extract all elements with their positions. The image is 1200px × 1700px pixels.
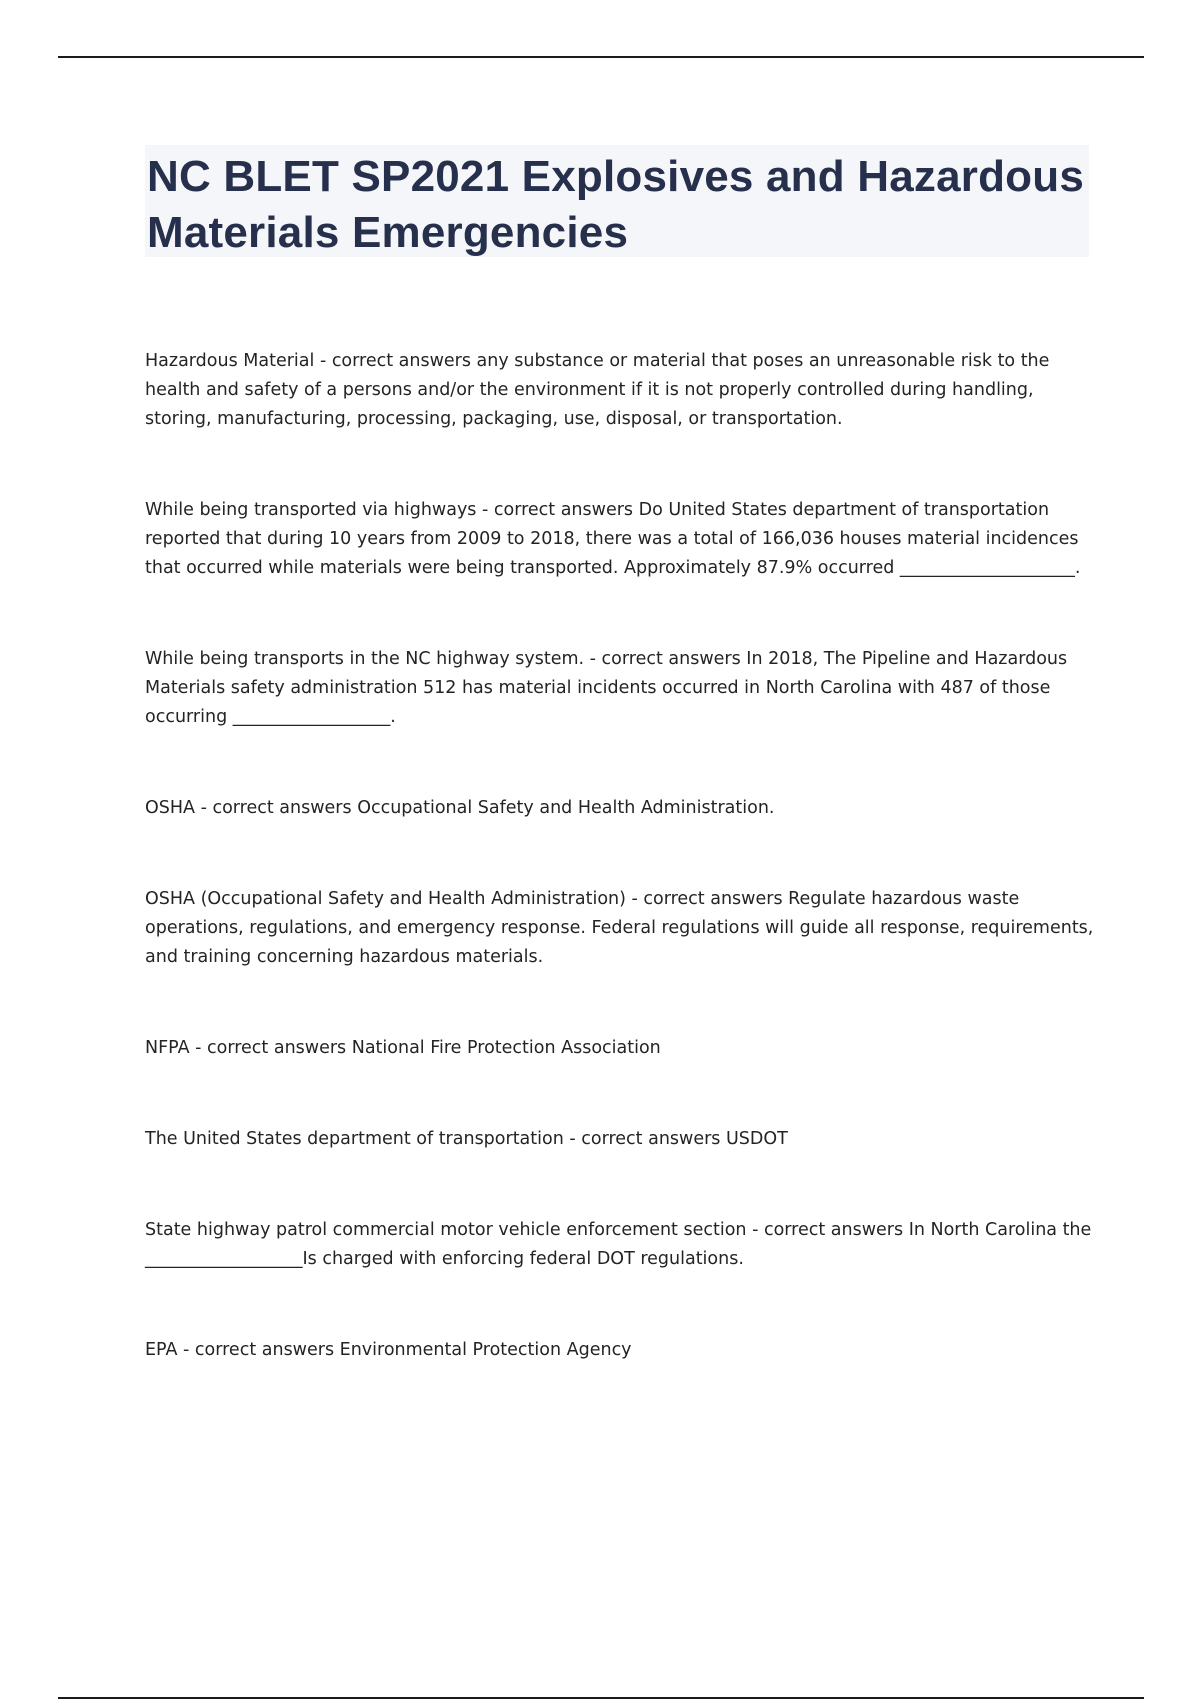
entry-definition: In 2018, The Pipeline and Hazardous Materials safety administration 512 has material incidents occurred in North Carolina with 487 of those occurring __________________. (145, 649, 1068, 727)
entry-term: OSHA (Occupational Safety and Health Administration) (145, 889, 626, 909)
entry-separator: - correct answers (476, 500, 639, 520)
flashcard-entry (145, 794, 1095, 823)
flashcard-entry (145, 347, 1095, 434)
entry-term: EPA (145, 1340, 178, 1360)
bottom-divider (58, 1697, 1144, 1699)
entry-separator: - correct answers (177, 1340, 340, 1360)
entry-term: While being transported via highways (145, 500, 477, 520)
flashcard-entry (145, 885, 1095, 972)
title-banner (145, 145, 1089, 257)
flashcard-entry (145, 1034, 1095, 1063)
entry-term: OSHA (145, 798, 196, 818)
flashcard-entry (145, 1336, 1095, 1365)
top-divider (58, 56, 1144, 58)
entry-separator: - correct answers (584, 649, 747, 669)
entry-separator: - correct answers (563, 1129, 726, 1149)
entry-definition: Occupational Safety and Health Administration. (357, 798, 775, 818)
entry-definition: Do United States department of transportation reported that during 10 years from 2009 to 2018, there was a total of 166,036 houses material incidences that occurred while materials were being transported. Approximately 87.9% occurred ____________________. (145, 500, 1081, 578)
entry-term: The United States department of transportation (145, 1129, 564, 1149)
entry-term: State highway patrol commercial motor vehicle enforcement section (145, 1220, 747, 1240)
document-title: NC BLET SP2021 Explosives and Hazardous Materials Emergencies (147, 152, 1084, 257)
entry-definition: In North Carolina the __________________Is charged with enforcing federal DOT regulations. (145, 1220, 1092, 1269)
entry-definition: any substance or material that poses an unreasonable risk to the health and safety of a persons and/or the environment if it is not properly controlled during handling, storing, manufacturing, processing, packaging, use, disposal, or transportation. (145, 351, 1050, 429)
entry-definition: USDOT (725, 1129, 788, 1149)
flashcard-entry (145, 496, 1095, 583)
flashcard-list (145, 347, 1095, 1365)
flashcard-entry (145, 1125, 1095, 1154)
flashcard-entry (145, 645, 1095, 732)
entry-separator: - correct answers (746, 1220, 909, 1240)
entry-definition: National Fire Protection Association (351, 1038, 661, 1058)
entry-definition: Environmental Protection Agency (339, 1340, 632, 1360)
entry-term: NFPA (145, 1038, 190, 1058)
entry-separator: - correct answers (195, 798, 358, 818)
flashcard-entry (145, 1216, 1095, 1274)
entry-term: While being transports in the NC highway system. (145, 649, 585, 669)
entry-separator: - correct answers (189, 1038, 352, 1058)
entry-term: Hazardous Material (145, 351, 315, 371)
entry-definition: Regulate hazardous waste operations, regulations, and emergency response. Federal regulations will guide all response, requirements, and training concerning hazardous materials. (145, 889, 1094, 967)
entry-separator: - correct answers (625, 889, 789, 909)
entry-separator: - correct answers (314, 351, 477, 371)
